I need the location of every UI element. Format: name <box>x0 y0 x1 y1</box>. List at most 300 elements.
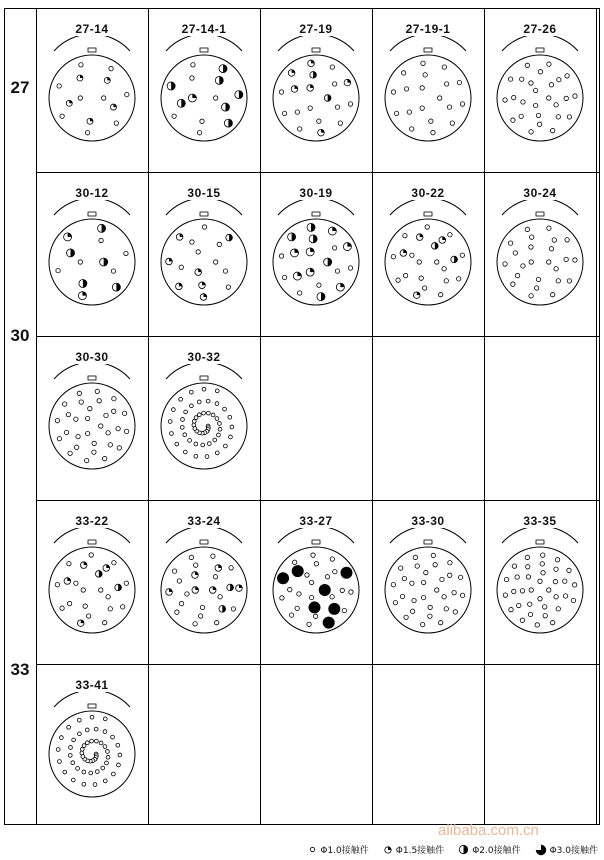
pin-1-0-icon <box>391 582 395 586</box>
pin-1-0-icon <box>535 623 539 627</box>
pin-1-0-icon <box>547 96 551 100</box>
pin-1-0-icon <box>60 114 64 118</box>
pin-1-0-icon <box>213 575 217 579</box>
connector-title: 30-15 <box>187 186 221 200</box>
pin-1-0-icon <box>309 580 313 584</box>
pin-1-0-icon <box>223 444 227 448</box>
pin-1-0-icon <box>413 555 417 559</box>
pin-1-0-icon <box>217 433 221 437</box>
pin-1-0-icon <box>78 260 82 264</box>
pin-1-0-icon <box>332 246 336 250</box>
connector-title: 30-22 <box>411 186 445 200</box>
pin-1-0-icon <box>431 130 435 134</box>
pin-1-0-icon <box>512 589 516 593</box>
pin-1-0-icon <box>526 565 530 569</box>
pin-1-0-icon <box>207 442 211 446</box>
group-label-33: 33 <box>10 660 30 679</box>
pin-1-0-icon <box>59 736 63 740</box>
pin-1-0-icon <box>515 575 519 579</box>
legend-label: Φ3.0接触件 <box>549 846 598 856</box>
pin-1-0-icon <box>307 622 311 626</box>
pin-1-0-icon <box>211 413 215 417</box>
pin-1-0-icon <box>106 431 110 435</box>
pin-1-0-icon <box>420 106 424 110</box>
pin-1-0-icon <box>189 390 193 394</box>
connector-30-24 <box>484 172 596 336</box>
connector-title: 33-24 <box>187 514 221 528</box>
pin-1-0-icon <box>517 603 521 607</box>
pin-1-0-icon <box>529 81 533 85</box>
pin-1-0-icon <box>403 273 407 277</box>
pin-1-0-icon <box>529 245 533 249</box>
pin-1-0-icon <box>567 115 571 119</box>
pin-1-0-icon <box>230 425 234 429</box>
pin-1-0-icon <box>109 66 113 70</box>
pin-1-0-icon <box>553 579 557 583</box>
connector-face-diagram <box>372 36 484 166</box>
pin-1-0-icon <box>218 595 222 599</box>
pin-1-0-icon <box>448 233 452 237</box>
connector-outline <box>161 547 247 633</box>
pin-1-0-icon <box>549 83 553 87</box>
pin-1-0-icon <box>563 579 567 583</box>
pin-1-0-icon <box>102 456 106 460</box>
connector-title: 27-19 <box>299 22 333 36</box>
pin-1-0-icon <box>410 581 414 585</box>
pin-1-0-icon <box>526 575 530 579</box>
pin-1-0-icon <box>295 110 299 114</box>
pin-1-0-icon <box>423 73 427 77</box>
pin-1-0-icon <box>103 745 107 749</box>
pin-1-0-icon <box>191 63 195 67</box>
pin-1-0-icon <box>292 560 296 564</box>
pin-1-0-icon <box>211 554 215 558</box>
pin-1-0-icon <box>308 845 317 854</box>
legend-item <box>383 843 444 856</box>
connector-outline <box>161 383 247 469</box>
pin-1-0-icon <box>555 558 559 562</box>
pin-1-0-icon <box>181 418 185 422</box>
pin-1-0-icon <box>404 615 408 619</box>
pin-1-0-icon <box>456 277 460 281</box>
pin-1-0-icon <box>56 268 60 272</box>
pin-1-0-icon <box>117 763 121 767</box>
pin-1-0-icon <box>565 74 569 78</box>
pin-1-0-icon <box>435 260 439 264</box>
connector-title: 33-35 <box>523 514 557 528</box>
connector-face-diagram <box>372 528 484 658</box>
pin-3-0-icon <box>323 617 335 629</box>
connector-30-19 <box>260 172 372 336</box>
connector-27-14 <box>36 8 148 172</box>
key-tab <box>536 212 544 216</box>
connector-title: 30-12 <box>75 186 109 200</box>
pin-1-0-icon <box>540 562 544 566</box>
connector-face-diagram <box>260 528 372 658</box>
pin-1-0-icon <box>78 732 82 736</box>
connector-outline <box>497 547 583 633</box>
pin-1-0-icon <box>572 583 576 587</box>
pin-1-0-icon <box>213 96 217 100</box>
connector-outline <box>497 55 583 141</box>
pin-1-0-icon <box>399 566 403 570</box>
pin-1-0-icon <box>565 238 569 242</box>
pin-1-0-icon <box>280 596 284 600</box>
pin-1-0-icon <box>295 606 299 610</box>
pin-1-0-icon <box>103 717 107 721</box>
pin-1-0-icon <box>223 269 227 273</box>
connector-33-27 <box>260 500 372 664</box>
pin-1-0-icon <box>55 418 59 422</box>
pin-1-0-icon <box>97 399 101 403</box>
pin-1-0-icon <box>437 96 441 100</box>
pin-1-0-icon <box>124 581 128 585</box>
pin-1-0-icon <box>567 279 571 283</box>
pin-1-0-icon <box>111 269 115 273</box>
pin-1-0-icon <box>396 278 400 282</box>
pin-1-0-icon <box>421 580 425 584</box>
legend <box>308 843 598 856</box>
pin-1-0-icon <box>438 292 442 296</box>
connector-outline <box>49 219 135 305</box>
pin-1-0-icon <box>314 562 318 566</box>
pin-1-0-icon <box>213 438 217 442</box>
pin-1-0-icon <box>428 605 432 609</box>
pin-1-0-icon <box>556 607 560 611</box>
pin-1-0-icon <box>541 571 545 575</box>
pin-1-0-icon <box>567 568 571 572</box>
connector-27-26 <box>484 8 596 172</box>
pin-1-0-icon <box>547 260 551 264</box>
pin-1-0-icon <box>190 240 194 244</box>
key-tab <box>312 540 320 544</box>
pin-1-0-icon <box>448 573 452 577</box>
key-tab <box>424 540 432 544</box>
pin-1-0-icon <box>340 588 344 592</box>
connector-outline <box>273 219 359 305</box>
pin-1-0-icon <box>88 406 92 410</box>
pin-1-0-icon <box>111 735 115 739</box>
pin-1-0-icon <box>338 121 342 125</box>
connector-face-diagram <box>148 200 260 330</box>
pin-1-0-icon <box>536 277 540 281</box>
pin-1-0-icon <box>348 102 352 106</box>
pin-1-0-icon <box>89 553 93 557</box>
connector-face-diagram <box>148 36 260 166</box>
pin-1-0-icon <box>114 121 118 125</box>
pin-1-0-icon <box>71 761 75 765</box>
pin-1-0-icon <box>547 62 551 66</box>
pin-1-0-icon <box>76 767 80 771</box>
connector-title: 30-32 <box>187 350 221 364</box>
pin-1-0-icon <box>105 761 109 765</box>
pin-1-0-icon <box>457 80 461 84</box>
pin-1-0-icon <box>229 566 233 570</box>
pin-1-0-icon <box>452 590 456 594</box>
pin-1-0-icon <box>541 553 545 557</box>
pin-1-0-icon <box>525 227 529 231</box>
pin-1-0-icon <box>279 90 283 94</box>
pin-1-0-icon <box>429 119 433 123</box>
pin-1-0-icon <box>106 755 110 759</box>
pin-1-0-icon <box>185 592 189 596</box>
pin-1-0-icon <box>391 254 395 258</box>
pin-1-0-icon <box>515 273 519 277</box>
pin-1-0-icon <box>554 267 558 271</box>
pin-1-0-icon <box>202 225 206 229</box>
pin-1-0-icon <box>519 114 523 118</box>
pin-1-0-icon <box>543 614 547 618</box>
pin-1-0-icon <box>525 555 529 559</box>
connector-outline <box>385 219 471 305</box>
key-tab <box>88 540 96 544</box>
pin-1-0-icon <box>554 567 558 571</box>
pin-1-0-icon <box>93 783 97 787</box>
pin-1-0-icon <box>450 121 454 125</box>
pin-1-0-icon <box>192 423 196 427</box>
pin-1-0-icon <box>194 442 198 446</box>
pin-1-0-icon <box>442 267 446 271</box>
pin-1-0-icon <box>573 94 577 98</box>
pin-1-0-icon <box>99 741 103 745</box>
key-tab <box>88 704 96 708</box>
pin-3-0-icon <box>292 565 304 577</box>
pin-1-0-icon <box>538 597 542 601</box>
pin-1-0-icon <box>228 415 232 419</box>
pin-1-0-icon <box>552 238 556 242</box>
pin-1-0-icon <box>99 588 103 592</box>
pin-1-0-icon <box>332 82 336 86</box>
pin-1-0-icon <box>333 570 337 574</box>
pin-1-0-icon <box>74 581 78 585</box>
connector-33-30 <box>372 500 484 664</box>
pin-1-0-icon <box>57 436 61 440</box>
pin-1-0-icon <box>67 725 71 729</box>
pin-1-0-icon <box>81 588 85 592</box>
pin-1-0-icon <box>325 575 329 579</box>
connector-outline <box>161 55 247 141</box>
pin-1-0-icon <box>297 291 301 295</box>
legend-label: Φ1.5接触件 <box>395 846 445 856</box>
pin-1-0-icon <box>528 612 532 616</box>
pin-1-0-icon <box>330 557 334 561</box>
pin-1-0-icon <box>122 411 126 415</box>
pin-1-0-icon <box>229 435 233 439</box>
pin-1-0-icon <box>86 614 90 618</box>
pin-1-0-icon <box>215 417 219 421</box>
pin-1-0-icon <box>279 254 283 258</box>
pin-1-0-icon <box>183 433 187 437</box>
pin-1-0-icon <box>95 770 99 774</box>
pin-1-0-icon <box>317 119 321 123</box>
pin-1-0-icon <box>335 105 339 109</box>
connector-title: 27-19-1 <box>405 22 451 36</box>
pin-1-0-icon <box>111 772 115 776</box>
pin-1-0-icon <box>85 416 89 420</box>
pin-1-0-icon <box>550 620 554 624</box>
pin-1-0-icon <box>438 620 442 624</box>
pin-1-0-icon <box>69 746 73 750</box>
pin-1-0-icon <box>168 420 172 424</box>
pin-1-0-icon <box>66 412 70 416</box>
pin-3-0-icon <box>319 584 331 596</box>
pin-1-0-icon <box>202 411 206 415</box>
key-tab <box>200 212 208 216</box>
pin-1-0-icon <box>112 561 116 565</box>
pin-1-0-icon <box>56 748 60 752</box>
legend-label: Φ1.0接触件 <box>320 846 369 856</box>
pin-1-0-icon <box>431 553 435 557</box>
pin-1-0-icon <box>215 402 219 406</box>
pin-1-0-icon <box>58 760 62 764</box>
pin-1-0-icon <box>124 251 128 255</box>
pin-1-0-icon <box>419 276 423 280</box>
pin-1-0-icon <box>425 225 429 229</box>
pin-1-0-icon <box>116 426 120 430</box>
connector-title: 33-22 <box>75 514 109 528</box>
pin-1-0-icon <box>89 771 93 775</box>
key-tab <box>424 212 432 216</box>
pin-1-0-icon <box>550 128 554 132</box>
pin-1-0-icon <box>197 400 201 404</box>
connector-title: 27-26 <box>523 22 557 36</box>
key-tab <box>200 540 208 544</box>
pin-1-0-icon <box>409 127 413 131</box>
pin-1-0-icon <box>533 88 537 92</box>
connector-outline <box>49 383 135 469</box>
pin-1-0-icon <box>194 454 198 458</box>
pin-1-0-icon <box>218 427 222 431</box>
pin-1-0-icon <box>67 561 71 565</box>
connector-title: 33-30 <box>411 514 445 528</box>
pin-1-0-icon <box>85 131 89 135</box>
connector-title: 33-41 <box>75 678 109 692</box>
pin-1-0-icon <box>435 588 439 592</box>
pin-1-0-icon <box>417 260 421 264</box>
pin-1-0-icon <box>175 610 179 614</box>
pin-1-0-icon <box>421 61 425 65</box>
pin-1-0-icon <box>442 65 446 69</box>
pin-1-0-icon <box>184 410 188 414</box>
pin-3-0-icon <box>277 572 289 584</box>
pin-1-0-icon <box>179 265 183 269</box>
pin-1-0-icon <box>79 63 83 67</box>
pin-1-0-icon <box>60 606 64 610</box>
pin-1-0-icon <box>308 106 312 110</box>
connector-face-diagram <box>484 36 596 166</box>
pin-1-0-icon <box>200 605 204 609</box>
pin-1-0-icon <box>197 413 201 417</box>
pin-1-0-icon <box>330 595 334 599</box>
pin-1-0-icon <box>410 253 414 257</box>
pin-1-0-icon <box>198 614 202 618</box>
pin-1-0-icon <box>226 285 230 289</box>
pin-1-0-icon <box>82 744 86 748</box>
pin-1-0-icon <box>554 595 558 599</box>
pin-1-0-icon <box>108 607 112 611</box>
pin-1-0-icon <box>112 409 116 413</box>
connector-face-diagram <box>36 200 148 330</box>
watermark: alibaba.com.cn <box>438 822 539 839</box>
pin-1-0-icon <box>80 747 84 751</box>
pin-1-0-icon <box>402 576 406 580</box>
pin-1-0-icon <box>444 607 448 611</box>
connector-face-diagram <box>36 364 148 494</box>
pin-1-0-icon <box>170 432 174 436</box>
connector-title: 27-14-1 <box>181 22 227 36</box>
pin-1-0-icon <box>407 110 411 114</box>
pin-1-0-icon <box>192 419 196 423</box>
pin-1-0-icon <box>453 610 457 614</box>
connector-outline <box>49 547 135 633</box>
pin-1-0-icon <box>305 573 309 577</box>
connector-outline <box>49 55 135 141</box>
pin-1-0-icon <box>82 770 86 774</box>
pin-1-0-icon <box>102 620 106 624</box>
group-label-27: 27 <box>10 78 30 97</box>
pin-1-0-icon <box>534 286 538 290</box>
pin-1-0-icon <box>68 451 72 455</box>
pin-1-0-icon <box>64 430 68 434</box>
pin-1-0-icon <box>118 753 122 757</box>
legend-item <box>458 843 520 856</box>
pin-1-0-icon <box>460 253 464 257</box>
pin-1-0-icon <box>215 389 219 393</box>
pin-1-0-icon <box>394 111 398 115</box>
pin-1-0-icon <box>521 100 525 104</box>
pin-1-0-icon <box>78 96 82 100</box>
pin-1-0-icon <box>444 279 448 283</box>
pin-1-0-icon <box>85 741 89 745</box>
pin-1-0-icon <box>503 593 507 597</box>
pin-1-0-icon <box>117 446 121 450</box>
connector-30-12 <box>36 172 148 336</box>
connector-face-diagram <box>36 36 148 166</box>
pin-1-0-icon <box>508 77 512 81</box>
pin-1-0-icon <box>509 607 513 611</box>
connector-face-diagram <box>36 692 148 822</box>
connector-title: 30-30 <box>75 350 109 364</box>
pin-1-0-icon <box>335 269 339 273</box>
connector-face-diagram <box>260 200 372 330</box>
pin-1-0-icon <box>101 766 105 770</box>
pin-1-0-icon <box>197 131 201 135</box>
pin-1-0-icon <box>512 95 516 99</box>
pin-1-0-icon <box>94 727 98 731</box>
pin-1-0-icon <box>573 258 577 262</box>
pin-1-0-icon <box>180 426 184 430</box>
legend-label: Φ2.0接触件 <box>472 846 521 856</box>
pin-1-0-icon <box>529 130 533 134</box>
key-tab <box>424 48 432 52</box>
pin-1-0-icon <box>80 751 84 755</box>
pin-1-0-icon <box>447 105 451 109</box>
key-tab <box>88 212 96 216</box>
connector-outline <box>385 55 471 141</box>
connector-33-22 <box>36 500 148 664</box>
pin-1-0-icon <box>448 561 452 565</box>
pin-1-0-icon <box>74 417 78 421</box>
connector-outline <box>385 547 471 633</box>
pin-1-0-icon <box>297 127 301 131</box>
key-tab <box>312 48 320 52</box>
pin-1-0-icon <box>177 579 181 583</box>
pin-1-0-icon <box>215 451 219 455</box>
pin-1-0-icon <box>106 595 110 599</box>
pin-1-0-icon <box>564 257 568 261</box>
pin-1-0-icon <box>537 122 541 126</box>
pin-1-0-icon <box>520 77 524 81</box>
